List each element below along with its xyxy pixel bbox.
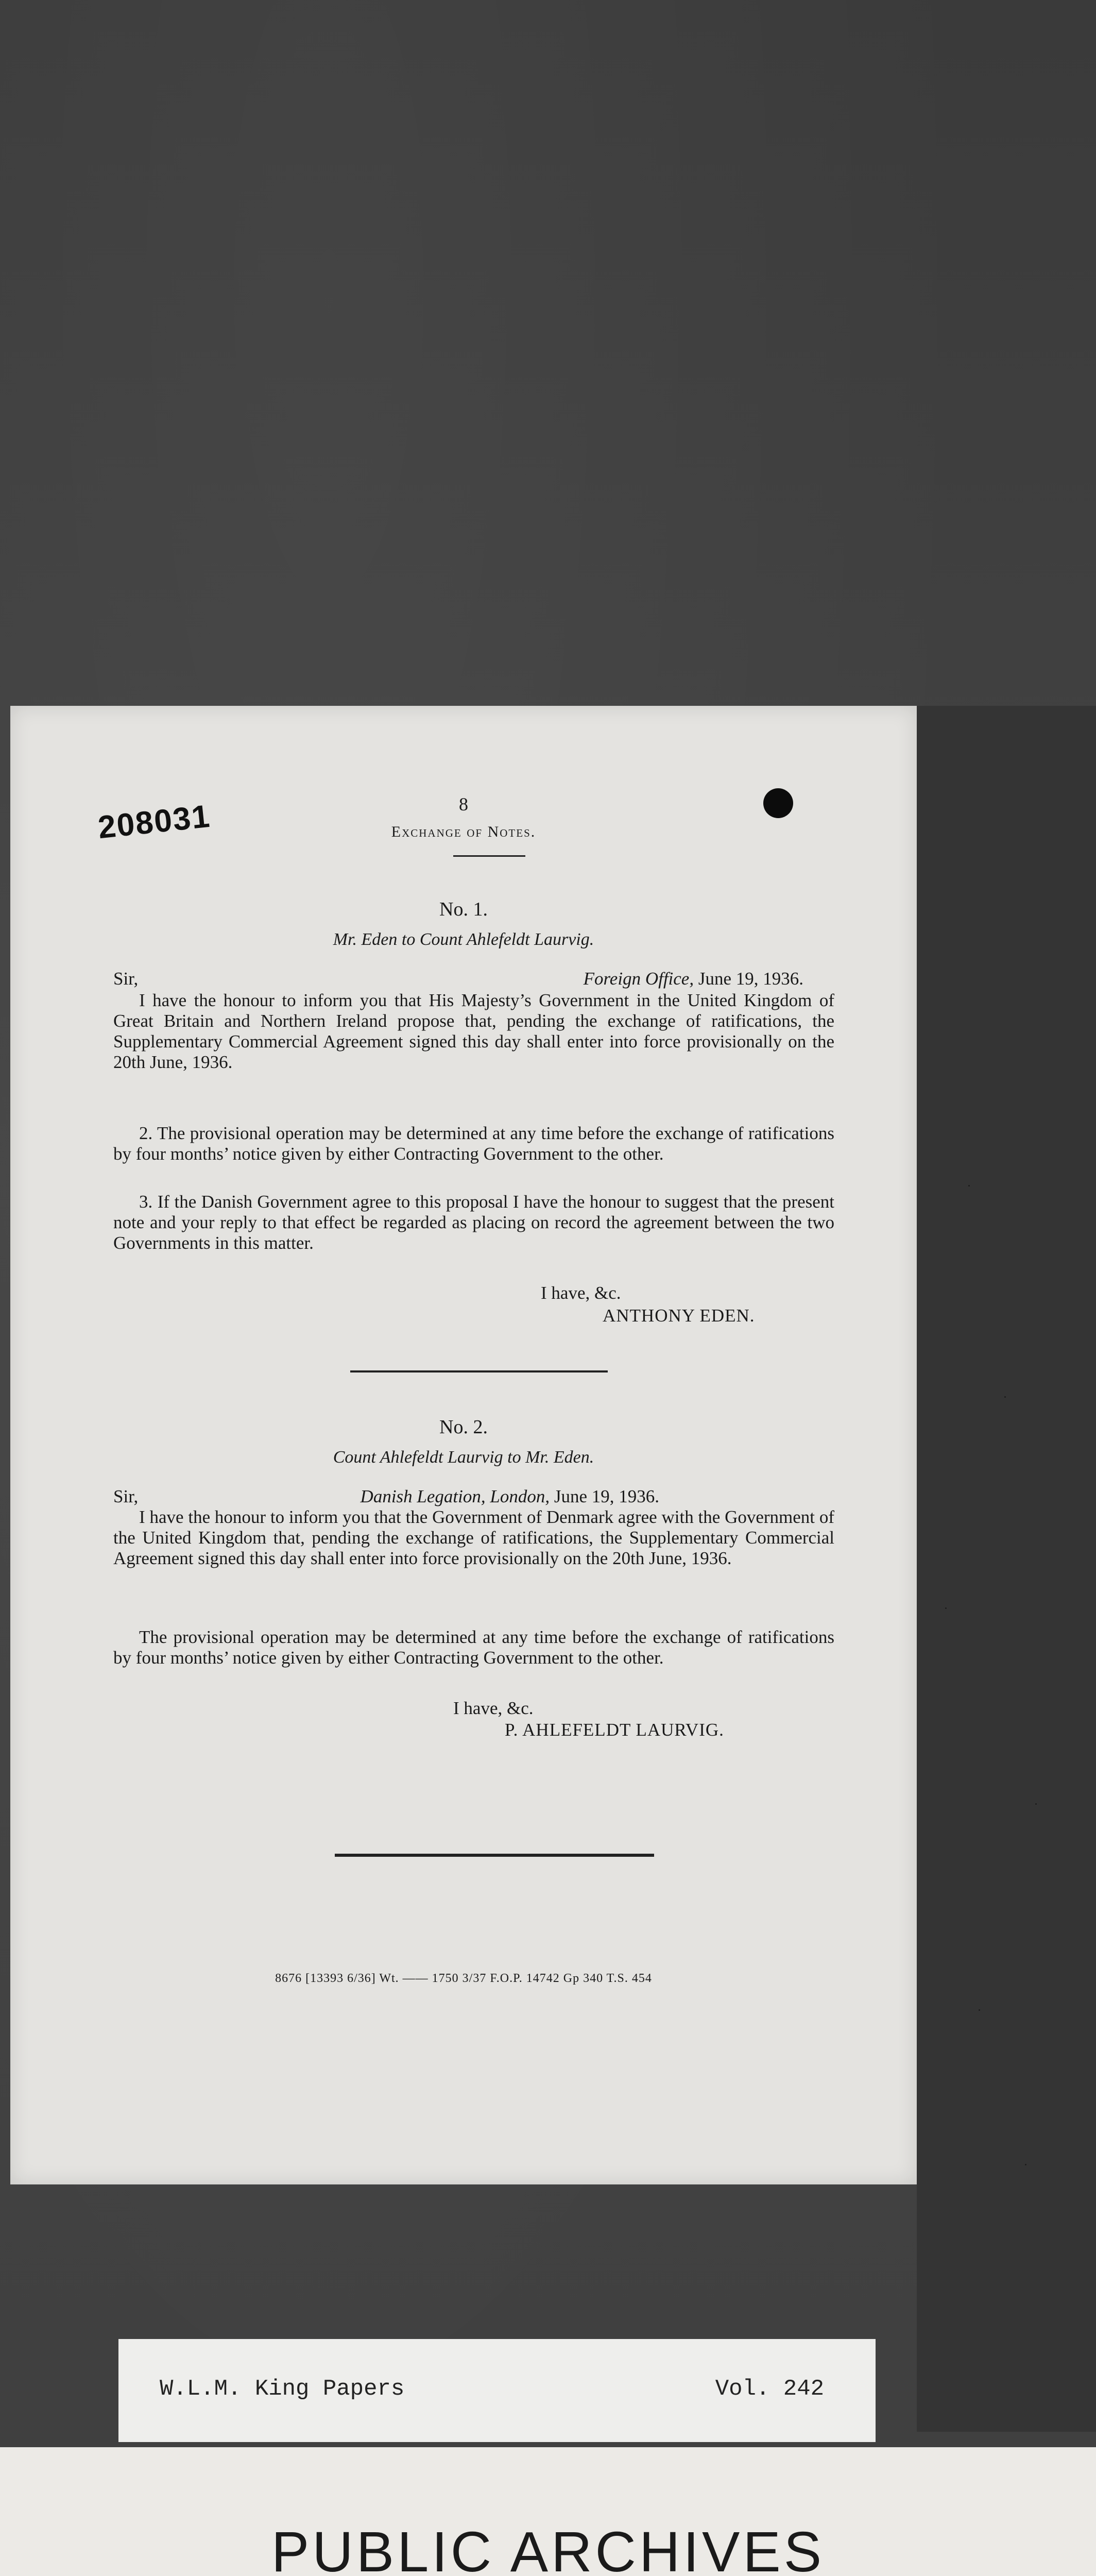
film-speck [968, 1185, 970, 1187]
film-speck [1035, 1803, 1037, 1805]
note2-place: Danish Legation, London, [360, 1486, 550, 1506]
note1-date: June 19, 1936. [698, 969, 803, 989]
note1-paragraph-3: 3. If the Danish Government agree to this proposal I have the honour to suggest that the present note and your reply to that effect be regarded as placing on record the agreement between the two Governments in this matter. [113, 1192, 834, 1253]
document-page [10, 706, 917, 2184]
note1-title: Mr. Eden to Count Ahlefeldt Laurvig. [333, 930, 594, 949]
heading-rule [453, 855, 525, 857]
page-number: 8 [459, 794, 468, 815]
film-speck [945, 1607, 947, 1609]
film-speck [1004, 1396, 1006, 1398]
stamp-number: 208031 [96, 798, 212, 846]
film-margin [917, 706, 1096, 2432]
archives-title-english: PUBLIC ARCHIVES [271, 2520, 825, 2576]
microfilm-background [0, 0, 1096, 701]
note2-dateline [361, 1486, 659, 1507]
collection-label [118, 2339, 876, 2442]
note1-place: Foreign Office, [583, 969, 694, 989]
note1-paragraph-2: 2. The provisional operation may be determined at any time before the exchange of ratifications by four months’ notice given by either Contracting Government to the other. [113, 1123, 834, 1164]
note1-number: No. 1. [439, 899, 488, 920]
note1-closing: I have, &c. [541, 1283, 621, 1303]
section-divider [350, 1370, 608, 1372]
note1-dateline [584, 969, 803, 989]
film-speck [979, 2009, 980, 2011]
note2-paragraph-2: The provisional operation may be determined at any time before the exchange of ratifications by four months’ notice given by either Contracting Government to the other. [113, 1627, 834, 1668]
printer-imprint: 8676 [13393 6/36] Wt. —— 1750 3/37 F.O.P. 14742 Gp 340 T.S. 454 [275, 1972, 652, 1985]
note2-number: No. 2. [439, 1416, 488, 1438]
archives-card [0, 2447, 1096, 2576]
page-heading: Exchange of Notes. [391, 823, 536, 840]
volume-number: Vol. 242 [715, 2376, 824, 2402]
collection-name: W.L.M. King Papers [160, 2376, 405, 2402]
note1-signature: ANTHONY EDEN. [603, 1306, 755, 1326]
note2-closing: I have, &c. [453, 1698, 534, 1718]
note2-salutation: Sir, [113, 1486, 139, 1506]
note2-paragraph-1: I have the honour to inform you that the Government of Denmark agree with the Government of the United Kingdom that, pending the exchange of ratifications, the Supplementary Commercial Agreement signed this day shall enter into force provisionally on the 20th June, 1936. [113, 1507, 834, 1568]
note1-salutation: Sir, [113, 969, 139, 989]
note2-title: Count Ahlefeldt Laurvig to Mr. Eden. [333, 1448, 594, 1467]
note2-date: June 19, 1936. [554, 1486, 659, 1506]
note2-signature: P. AHLEFELDT LAURVIG. [505, 1720, 724, 1740]
film-speck [1025, 2164, 1026, 2165]
closing-rule [335, 1854, 654, 1857]
note1-paragraph-1: I have the honour to inform you that His Majesty’s Government in the United Kingdom of Great Britain and Northern Ireland propose that, pending the exchange of ratifications, the Supplementary Commercial Agreement signed this day shall enter into force provisionally on the 20th June, 1936. [113, 990, 834, 1072]
